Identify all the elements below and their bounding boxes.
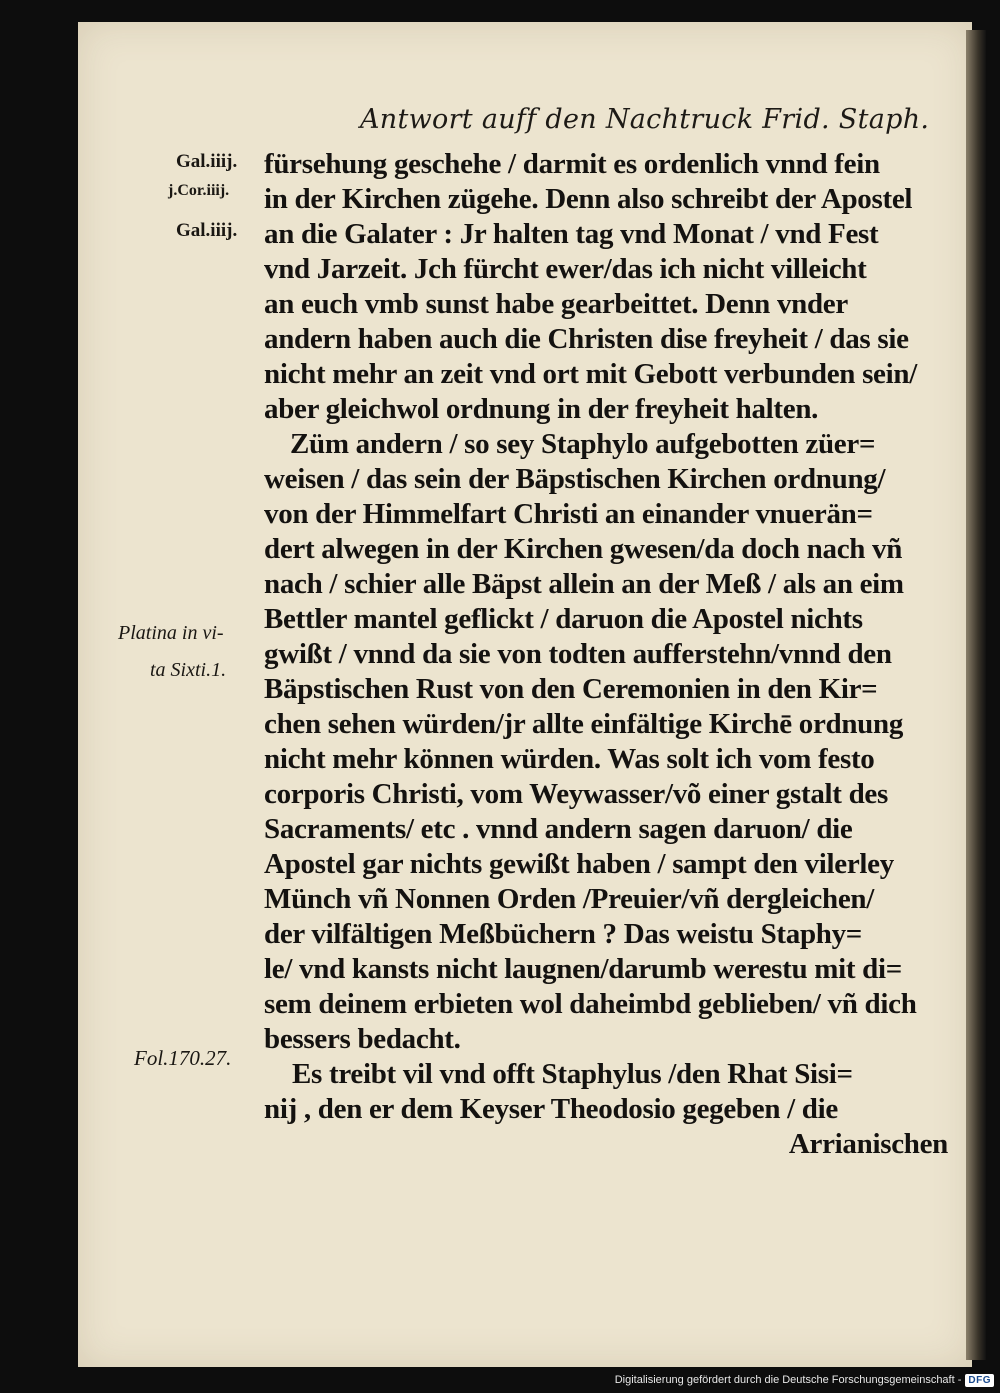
text-line: sem deinem erbieten wol daheimbd geblieben/ vñ dich [264,988,917,1020]
text-line: der vilfältigen Meßbüchern ? Das weistu Staphy= [264,918,863,950]
text-line: Züm andern / so sey Staphylo aufgebotten züer= [290,428,876,460]
text-line: Münch vñ Nonnen Orden /Preuier/vñ dergleichen/ [264,883,874,915]
text-line: vnd Jarzeit. Jch fürcht ewer/das ich nicht villeicht [264,253,867,285]
margin-note-platina: Platina in vi- [118,622,224,644]
text-line: corporis Christi, vom Weywasser/võ einer gstalt des [264,778,888,810]
text-line: an die Galater : Jr halten tag vnd Monat / vnd Fest [264,218,879,250]
dfg-logo: DFG [965,1374,994,1387]
text-line: fürsehung geschehe / darmit es ordenlich vnnd fein [264,148,880,180]
text-line: Sacraments/ etc . vnnd andern sagen daruon/ die [264,813,853,845]
text-line: weisen / das sein der Bäpstischen Kirchen ordnung/ [264,463,886,495]
text-line: Bäpstischen Rust von den Ceremonien in den Kir= [264,673,878,705]
text-line: nach / schier alle Bäpst allein an der Meß / als an eim [264,568,904,600]
footer [615,1371,994,1389]
text-line: in der Kirchen zügehe. Denn also schreibt der Apostel [264,183,913,215]
footer-credit: Digitalisierung gefördert durch die Deutsche Forschungsgemeinschaft - [614,1374,962,1386]
text-line: von der Himmelfart Christi an einander vnuerän= [264,498,873,530]
text-line: bessers bedacht. [264,1023,461,1055]
text-line: chen sehen würden/jr allte einfältige Kirchē ordnung [264,708,904,740]
text-line: nicht mehr können würden. Was solt ich vom festo [264,743,875,775]
margin-note-cor: j.Cor.iiij. [168,182,230,199]
margin-note-sixti: ta Sixti.1. [150,659,227,681]
text-line: le/ vnd kansts nicht laugnen/darumb werestu mit di= [264,953,902,985]
text-line: Es treibt vil vnd offt Staphylus /den Rhat Sisi= [292,1058,853,1090]
running-head: Antwort auff den Nachtruck Frid. Staph. [360,104,930,135]
text-line: nij , den er dem Keyser Theodosio gegeben / die [264,1093,838,1125]
text-line: andern haben auch die Christen dise freyheit / das sie [264,323,909,355]
text-line: nicht mehr an zeit vnd ort mit Gebott verbunden sein/ [264,358,917,390]
page-edge [966,30,986,1360]
margin-note-gal-2: Gal.iiij. [176,220,238,241]
text-line: dert alwegen in der Kirchen gwesen/da doch nach vñ [264,533,903,565]
catchword: Arrianischen [788,1128,948,1160]
text-line: Bettler mantel geflickt / daruon die Apostel nichts [264,603,863,635]
text-line: an euch vmb sunst habe gearbeittet. Denn vnder [264,288,848,320]
margin-note-folio: Fol.170.27. [134,1046,232,1070]
text-line: aber gleichwol ordnung in der freyheit halten. [264,393,819,425]
text-line: Apostel gar nichts gewißt haben / sampt den vilerley [264,848,894,880]
text-line: gwißt / vnnd da sie von todten aufferstehn/vnnd den [264,638,892,670]
margin-note-gal-1: Gal.iiij. [176,151,238,172]
